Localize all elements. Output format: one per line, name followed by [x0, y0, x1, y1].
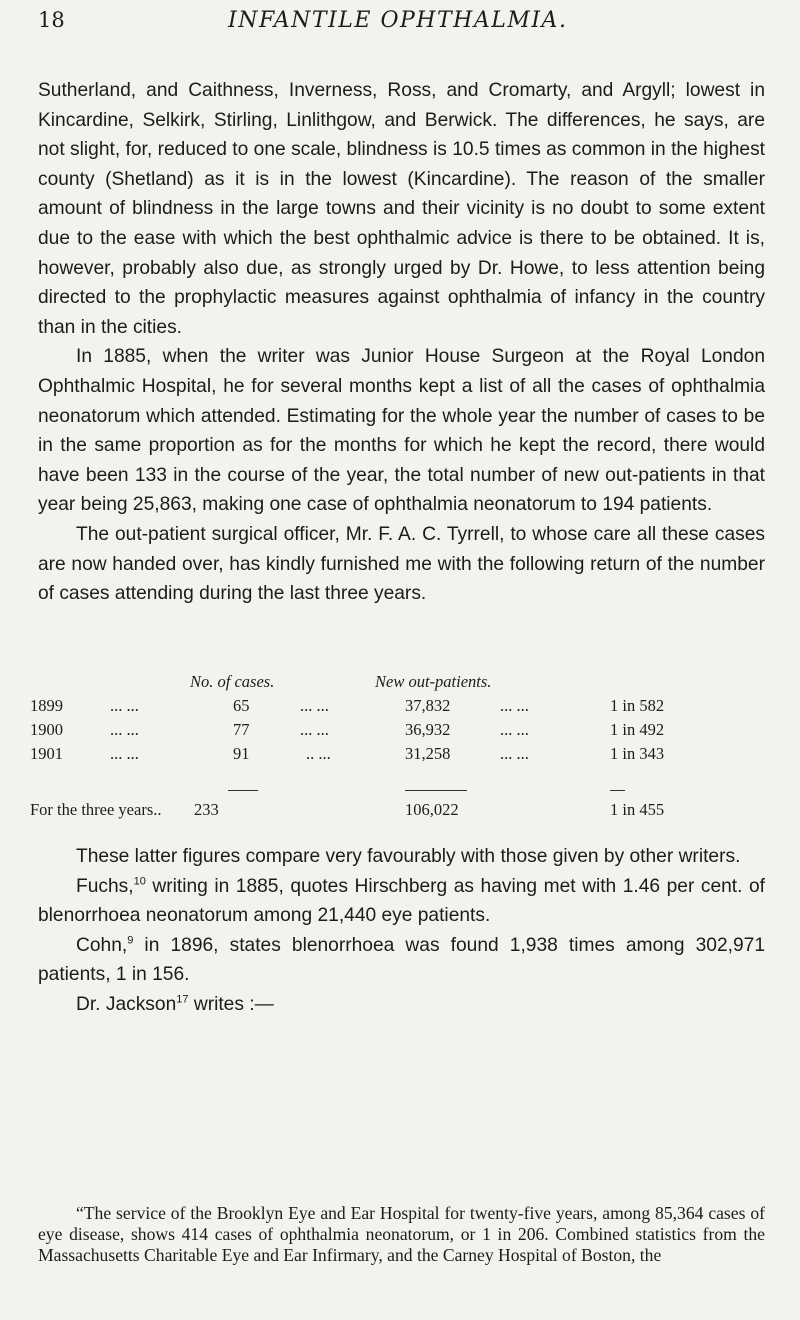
- cell-ratio: 1 in 492: [610, 720, 665, 739]
- cell-cases: 91: [233, 744, 250, 763]
- cell-total-ratio: 1 in 455: [610, 800, 665, 819]
- cell-year: 1901: [30, 744, 63, 763]
- page-header: [38, 8, 758, 40]
- table-rule: [610, 790, 625, 791]
- table-rule: [405, 790, 467, 791]
- running-title: INFANTILE OPHTHALMIA.: [228, 8, 568, 33]
- paragraph-text: in 1896, states blenorrhoea was found 1,938 times among 302,971 patients, 1 in 156.: [38, 934, 765, 986]
- paragraph-fuchs: [38, 872, 765, 931]
- paragraph-cohn: [38, 931, 765, 990]
- page-number: 18: [38, 8, 65, 32]
- statistics-table: [30, 672, 770, 819]
- reference-mark: 17: [176, 993, 189, 1006]
- reference-mark: 9: [127, 934, 134, 947]
- cell-leader: ... ...: [300, 720, 329, 739]
- cell-year: 1900: [30, 720, 63, 739]
- column-header-patients: New out-patients.: [375, 672, 492, 691]
- quote-text: “The service of the Brooklyn Eye and Ear Hospital for twenty-five years, among 85,364 cases of eye disease, shows 414 cases of ophthalmia neonatorum, or 1 in 206. Combined statistics from the Massachusetts Charitable Eye and Ear Infirmary, and the Carney Hospital of Boston, the: [38, 1203, 765, 1265]
- author-name: Cohn,: [76, 934, 128, 956]
- cell-leader: ... ...: [500, 696, 529, 715]
- cell-leader: ... ...: [300, 696, 329, 715]
- cell-leader: ... ...: [110, 744, 139, 763]
- paragraph-text: writing in 1885, quotes Hirschberg as having met with 1.46 per cent. of blenorrhoea neonatorum among 21,440 eye patients.: [38, 875, 765, 927]
- table-row: [30, 720, 770, 742]
- table-row: [30, 696, 770, 718]
- paragraph: In 1885, when the writer was Junior House Surgeon at the Royal London Ophthalmic Hospital, he for several months kept a list of all the cases of ophthalmia neonatorum which attended. Estimating for the whole year the number of cases to be in the same proportion as for the months for which he kept the record, there would have been 133 in the course of the year, the total number of new out-patients in that year being 25,863, making one case of ophthalmia neonatorum to 194 patients.: [38, 346, 765, 516]
- paragraph: The out-patient surgical officer, Mr. F. A. C. Tyrrell, to whose care all these cases are now handed over, has kindly furnished me with the following return of the number of cases attending during the last three years.: [38, 523, 765, 605]
- table-rule: [228, 790, 258, 791]
- cell-cases: 77: [233, 720, 250, 739]
- cell-total-patients: 106,022: [405, 800, 459, 819]
- cell-patients: 36,932: [405, 720, 451, 739]
- paragraph-jackson: [38, 990, 765, 1020]
- cell-ratio: 1 in 582: [610, 696, 665, 715]
- paragraph: Sutherland, and Caithness, Inverness, Ross, and Cromarty, and Argyll; lowest in Kincardine, Selkirk, Stirling, Linlithgow, and Berwick. The differences, he says, are not slight, for, reduced to one scale, blindness is 10.5 times as common in the highest county (Shetland) as it is in the lowest (Kincardine). The reason of the smaller amount of blindness in the large towns and their vicinity is no doubt to some extent due to the ease with which the best ophthalmic advice is there to be obtained. It is, however, probably also due, as strongly urged by Dr. Howe, to less attention being directed to the prophylactic measures against ophthalmia of infancy in the country than in the cities.: [38, 80, 765, 338]
- cell-total-label: For the three years..: [30, 800, 162, 819]
- body-text-upper: [38, 76, 765, 609]
- cell-year: 1899: [30, 696, 63, 715]
- cell-leader: ... ...: [110, 720, 139, 739]
- body-text-lower: [38, 842, 765, 1020]
- cell-cases: 65: [233, 696, 250, 715]
- paragraph: These latter figures compare very favourably with those given by other writers.: [76, 846, 741, 867]
- column-header-cases: No. of cases.: [190, 672, 275, 691]
- paragraph-text: writes :—: [188, 993, 274, 1015]
- cell-patients: 31,258: [405, 744, 451, 763]
- reference-mark: 10: [133, 875, 146, 888]
- cell-total-cases: 233: [194, 800, 219, 819]
- cell-leader: ... ...: [110, 696, 139, 715]
- cell-leader: .. ...: [306, 744, 331, 763]
- author-name: Dr. Jackson: [76, 993, 177, 1015]
- cell-leader: ... ...: [500, 744, 529, 763]
- block-quote: [38, 1203, 765, 1266]
- cell-patients: 37,832: [405, 696, 451, 715]
- table-row: [30, 744, 770, 766]
- author-name: Fuchs,: [76, 875, 134, 897]
- cell-ratio: 1 in 343: [610, 744, 665, 763]
- table-total-row: [30, 800, 770, 822]
- cell-leader: ... ...: [500, 720, 529, 739]
